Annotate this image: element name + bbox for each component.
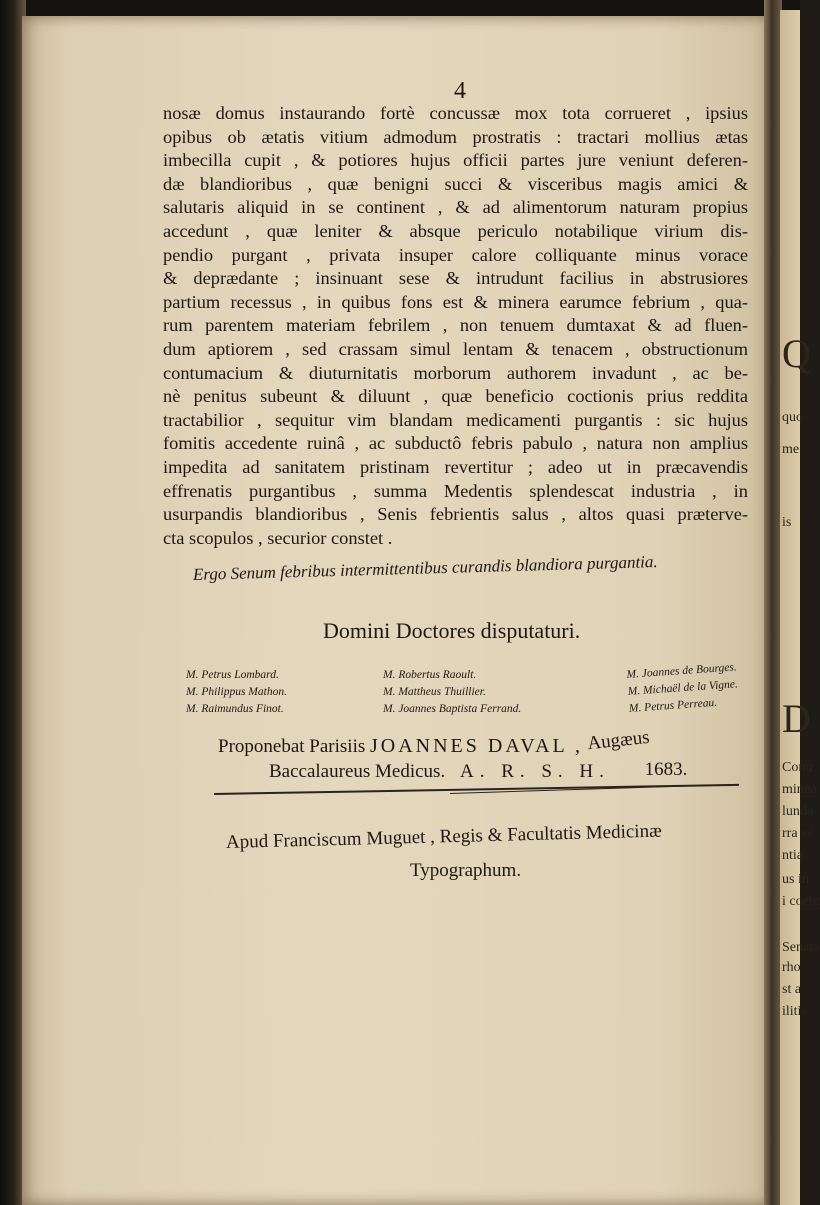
proponent-prefix: Proponebat Parisiis: [218, 736, 366, 757]
doctor-name: M. Joannes Baptista Ferrand.: [383, 703, 522, 715]
doctor-name: M. Robertus Raoult.: [383, 669, 477, 681]
body-line: impedita ad sanitatem pristinam revertitur ; adeo ut in præcavendis: [163, 456, 748, 477]
proponent-name: JOANNES DAVAL ,: [370, 735, 583, 757]
doctor-name: M. Michaël de la Vigne.: [627, 678, 739, 698]
facing-page-fragment: quo: [782, 410, 803, 425]
facing-page-fragment: minua: [782, 782, 817, 797]
facing-page-fragment: me: [782, 442, 800, 457]
facing-page-fragment: lunda: [782, 804, 814, 819]
facing-page-fragment: Q: [782, 331, 811, 376]
facing-page-fragment: Senata: [782, 940, 820, 955]
facing-page-fragment: us in: [782, 872, 809, 887]
body-line: nè penitus subeunt & diluunt , quæ beneficio coctionis prius reddita: [163, 386, 748, 407]
body-line: effrenatis purgantibus , summa Medentis splendescat industria , in: [163, 480, 748, 501]
doctor-name: M. Petrus Perreau.: [628, 696, 718, 715]
thesis-conclusion: Ergo Senum febribus intermittentibus curandis blandiora purgantia.: [192, 552, 658, 584]
doctor-name: M. Joannes de Bourges.: [626, 661, 738, 681]
printer-imprint-title: Typographum.: [410, 860, 522, 881]
thesis-body-text: [163, 102, 748, 550]
body-line: nosæ domus instaurando fortè concussæ mox tota corrueret , ipsius: [163, 103, 748, 123]
body-line: cta scopulos , securior constet .: [163, 527, 393, 548]
doctors-column-3: [626, 659, 740, 718]
facing-page-fragment: is: [782, 515, 792, 530]
body-line: accedunt , quæ leniter & absque periculo notabilique virium dis-: [163, 220, 748, 241]
facing-page-fragment: Contr: [782, 760, 814, 775]
body-line: tractabilior , sequitur vim blandam medicamenti purgantis : sic hujus: [163, 409, 748, 430]
proponent-initials: A. R. S. H.: [459, 761, 610, 782]
body-line: rum parentem materiam febrilem , non tenuem dumtaxat & ad fluen-: [163, 315, 748, 336]
facing-page-fragment: rho: [782, 960, 801, 975]
body-line: dæ blandioribus , quæ benigni succi & visceribus magis amici &: [163, 173, 748, 194]
facing-page-fragment: rra ve: [782, 826, 815, 841]
facing-page-fragment: D: [782, 696, 811, 741]
doctor-name: M. Petrus Lombard.: [186, 669, 279, 681]
page-number: 4: [454, 78, 466, 104]
doctors-column-1: [186, 667, 287, 718]
body-line: opibus ob ætatis vitium admodum prostratis : tractari mollius ætas: [163, 126, 748, 147]
facing-page-fragment: i coerc: [782, 894, 820, 909]
body-line: & deprædante ; insinuant sese & intrudunt facilius in abstrusiores: [163, 268, 748, 289]
body-line: dum aptiorem , sed crassam simul lentam & tenacem , obstructionum: [163, 338, 748, 359]
doctors-heading: Domini Doctores disputaturi.: [323, 618, 581, 643]
proponent-origin: Augæus: [586, 726, 651, 755]
body-line: salutaris aliquid in se continent , & ad alimentorum naturam propius: [163, 197, 748, 218]
doctors-column-2: [383, 667, 521, 718]
body-line: imbecilla cupit , & potiores hujus officii partes jure veniunt deferen-: [163, 150, 748, 171]
publication-year: 1683.: [644, 759, 688, 780]
facing-page-fragment: st a: [782, 982, 802, 997]
body-line: partium recessus , in quibus fons est & minera earumce febrium , qua-: [163, 291, 748, 312]
doctor-name: M. Mattheus Thuillier.: [383, 686, 486, 698]
proponent-degree-line: [269, 761, 687, 783]
facing-page-edge: [780, 10, 820, 1205]
body-line: fomitis accedente ruinâ , ac subductô febris pabulo , natura non amplius: [163, 433, 748, 454]
show-through-text: [250, 940, 750, 1120]
proponent-title: Baccalaureus Medicus.: [269, 761, 446, 782]
printer-imprint: Apud Franciscum Muguet , Regis & Facultatis Medicinæ: [225, 820, 663, 853]
proponent-line: [218, 726, 651, 758]
facing-page-fragment: ilitis: [782, 1004, 807, 1019]
doctor-name: M. Philippus Mathon.: [186, 686, 287, 698]
doctor-name: M. Raimundus Finot.: [186, 703, 284, 715]
body-line: pendio purgant , privata insuper calore colliquante minus vorace: [163, 244, 748, 265]
facing-page-fragment: ntia: [782, 848, 803, 863]
body-line: contumacium & diuturnitatis morborum authorem invadunt , ac be-: [163, 362, 748, 383]
body-line: usurpandis blandioribus , Senis febrientis salus , altos quasi prætervе-: [163, 504, 748, 525]
